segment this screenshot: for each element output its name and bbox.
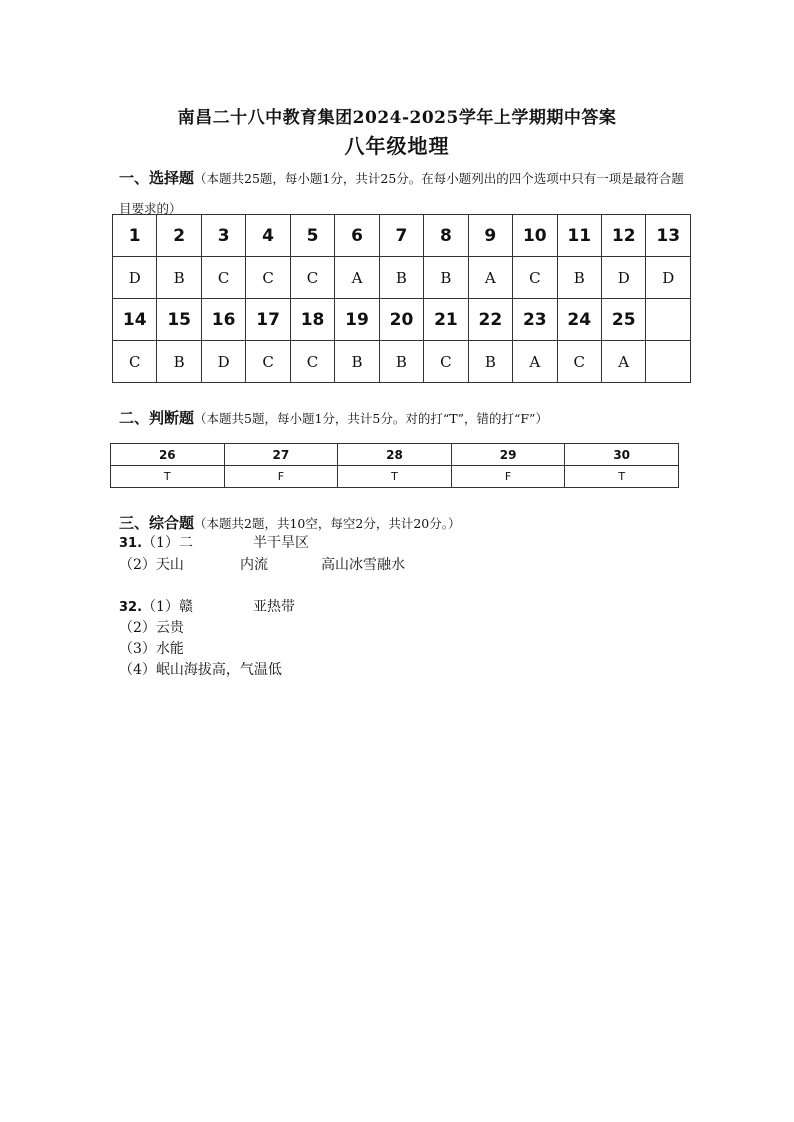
q32-p4-answer: 岷山海拔高，气温低 <box>155 662 282 678</box>
section3-header <box>119 512 460 533</box>
mc-answer: B <box>424 257 468 299</box>
mc-answer: B <box>157 257 201 299</box>
q32-p1-answer-b: 亚热带 <box>253 599 295 615</box>
mc-question-number: 21 <box>424 299 468 341</box>
mc-answer: D <box>201 341 245 383</box>
q31-p1-answer-b: 半干旱区 <box>253 535 309 551</box>
document-subtitle: 八年级地理 <box>344 134 450 158</box>
tf-answer-row <box>111 466 679 488</box>
mc-answer <box>646 341 691 383</box>
section3-note: （本题共2题，共10空，每空2分，共计20分。） <box>194 516 461 531</box>
mc-question-number: 5 <box>290 215 334 257</box>
section1-note: （本题共25题，每小题1分，共计25分。在每小题列出的四个选项中只有一项是最符合题目要求的） <box>119 171 684 216</box>
mc-question-number: 6 <box>335 215 379 257</box>
q31-part1 <box>119 532 193 552</box>
q31-p1-answer-a: 二 <box>178 535 193 551</box>
mc-answer: A <box>468 257 512 299</box>
mc-answer: C <box>246 257 290 299</box>
document-title: 南昌二十八中教育集团2024-2025学年上学期期中答案 <box>177 108 617 128</box>
mc-question-number: 9 <box>468 215 512 257</box>
mc-answer: C <box>557 341 601 383</box>
mc-answer: D <box>601 257 645 299</box>
mc-question-number: 17 <box>246 299 290 341</box>
mc-number-row <box>113 215 691 257</box>
mc-answer: C <box>113 341 157 383</box>
mc-answer-row <box>113 341 691 383</box>
q32-p2-tag: （2） <box>119 620 156 636</box>
mc-answer: B <box>557 257 601 299</box>
section2-note: （本题共5题，每小题1分，共计5分。对的打“T”，错的打“F”） <box>194 411 548 426</box>
mc-question-number: 14 <box>113 299 157 341</box>
mc-question-number: 25 <box>601 299 645 341</box>
q32-part4 <box>119 659 282 679</box>
q32-p2-answer: 云贵 <box>155 620 184 636</box>
q31-number: 31. <box>119 536 143 551</box>
mc-question-number: 3 <box>201 215 245 257</box>
q32-p3-answer: 水能 <box>155 641 184 657</box>
mc-answer: C <box>424 341 468 383</box>
section2-label: 二、判断题 <box>119 409 195 427</box>
mc-answer: D <box>646 257 691 299</box>
q31-p2-answer-c: 高山冰雪融水 <box>321 557 405 573</box>
q32-p3-tag: （3） <box>119 641 156 657</box>
tf-answer: F <box>451 466 565 488</box>
mc-answer: B <box>468 341 512 383</box>
q31-part2 <box>119 554 184 574</box>
mc-question-number: 12 <box>601 215 645 257</box>
tf-answer: F <box>224 466 338 488</box>
mc-answer: C <box>201 257 245 299</box>
mc-question-number: 1 <box>113 215 157 257</box>
q32-p1-answer-a: 赣 <box>178 599 193 615</box>
q31-p2-answer-a: 天山 <box>155 557 184 573</box>
section2-header <box>119 407 548 428</box>
tf-question-number: 27 <box>224 444 338 466</box>
mc-question-number: 10 <box>513 215 557 257</box>
mc-question-number: 18 <box>290 299 334 341</box>
mc-answer: B <box>379 341 423 383</box>
q32-number: 32. <box>119 600 143 615</box>
mc-answer: B <box>379 257 423 299</box>
section3-label: 三、综合题 <box>119 514 195 532</box>
mc-answer: C <box>513 257 557 299</box>
mc-answer: D <box>113 257 157 299</box>
mc-answer: A <box>513 341 557 383</box>
tf-question-number: 28 <box>338 444 452 466</box>
mc-answer: C <box>290 341 334 383</box>
tf-question-number: 29 <box>451 444 565 466</box>
tf-answer: T <box>565 466 679 488</box>
q31-p2-tag: （2） <box>119 557 156 573</box>
mc-answer: B <box>157 341 201 383</box>
mc-answer: C <box>290 257 334 299</box>
mc-question-number: 8 <box>424 215 468 257</box>
true-false-answer-table <box>110 443 679 488</box>
mc-question-number: 2 <box>157 215 201 257</box>
q32-part3 <box>119 638 184 658</box>
section1-label: 一、选择题 <box>119 169 195 187</box>
mc-answer: B <box>335 341 379 383</box>
mc-question-number: 23 <box>513 299 557 341</box>
mc-answer: C <box>246 341 290 383</box>
tf-number-row <box>111 444 679 466</box>
mc-question-number: 13 <box>646 215 691 257</box>
mc-question-number: 22 <box>468 299 512 341</box>
tf-question-number: 26 <box>111 444 225 466</box>
mc-answer: A <box>335 257 379 299</box>
q32-p1-tag: （1） <box>142 599 179 615</box>
mc-question-number: 15 <box>157 299 201 341</box>
multiple-choice-answer-table <box>112 214 691 383</box>
mc-question-number: 7 <box>379 215 423 257</box>
q31-p1-tag: （1） <box>142 535 179 551</box>
mc-question-number: 4 <box>246 215 290 257</box>
mc-question-number: 11 <box>557 215 601 257</box>
tf-answer: T <box>111 466 225 488</box>
q32-part2 <box>119 617 184 637</box>
mc-number-row <box>113 299 691 341</box>
q32-p4-tag: （4） <box>119 662 156 678</box>
mc-question-number <box>646 299 691 341</box>
mc-question-number: 20 <box>379 299 423 341</box>
mc-question-number: 16 <box>201 299 245 341</box>
q31-p2-answer-b: 内流 <box>240 557 268 573</box>
tf-question-number: 30 <box>565 444 679 466</box>
tf-answer: T <box>338 466 452 488</box>
mc-answer: A <box>601 341 645 383</box>
mc-answer-row <box>113 257 691 299</box>
q32-part1 <box>119 596 193 616</box>
mc-question-number: 24 <box>557 299 601 341</box>
mc-question-number: 19 <box>335 299 379 341</box>
